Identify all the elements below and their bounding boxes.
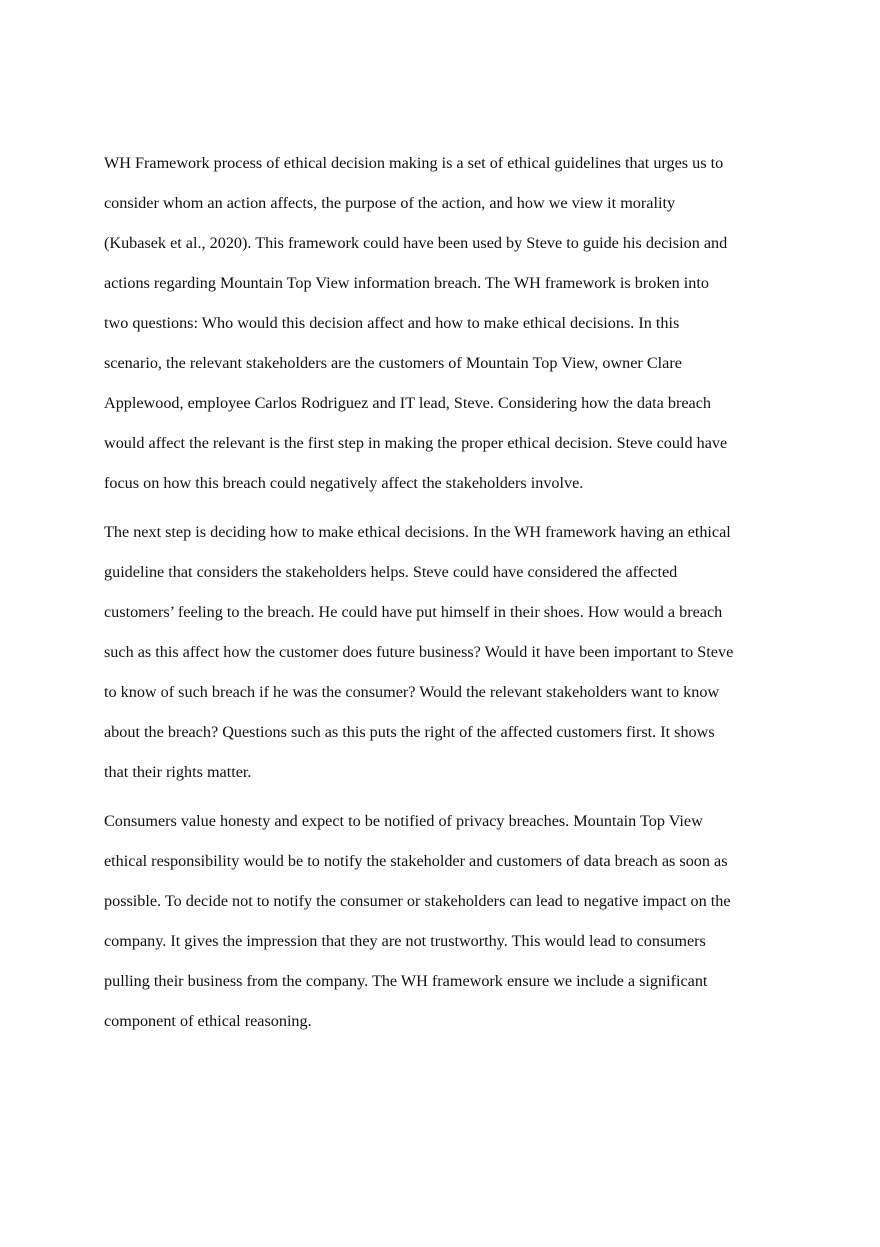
text-line: guideline that considers the stakeholders helps. Steve could have considered the affected (104, 563, 678, 581)
paragraph-spacer (104, 796, 784, 805)
text-line: that their rights matter. (104, 763, 252, 781)
paragraph-2 (104, 516, 784, 796)
text-line: scenario, the relevant stakeholders are the customers of Mountain Top View, owner Clare (104, 354, 682, 372)
text-line: would affect the relevant is the first step in making the proper ethical decision. Steve could have (104, 434, 728, 452)
paragraph-spacer (104, 507, 784, 516)
text-line: (Kubasek et al., 2020). This framework could have been used by Steve to guide his decision and (104, 234, 728, 252)
text-line: customers’ feeling to the breach. He could have put himself in their shoes. How would a breach (104, 603, 723, 621)
text-line: Applewood, employee Carlos Rodriguez and IT lead, Steve. Considering how the data breach (104, 394, 712, 412)
text-line: possible. To decide not to notify the consumer or stakeholders can lead to negative impact on the (104, 892, 731, 910)
paragraph-3 (104, 805, 784, 1045)
text-line: WH Framework process of ethical decision making is a set of ethical guidelines that urges us to (104, 154, 724, 172)
text-line: company. It gives the impression that they are not trustworthy. This would lead to consumers (104, 932, 706, 950)
text-line: pulling their business from the company. The WH framework ensure we include a significant (104, 972, 708, 990)
text-line: actions regarding Mountain Top View information breach. The WH framework is broken into (104, 274, 709, 292)
paragraph-1 (104, 147, 784, 507)
text-line: The next step is deciding how to make ethical decisions. In the WH framework having an ethical (104, 523, 731, 541)
text-line: about the breach? Questions such as this puts the right of the affected customers first. It shows (104, 723, 715, 741)
text-line: to know of such breach if he was the consumer? Would the relevant stakeholders want to know (104, 683, 720, 701)
text-line: component of ethical reasoning. (104, 1012, 312, 1030)
text-line: Consumers value honesty and expect to be notified of privacy breaches. Mountain Top View (104, 812, 703, 830)
text-line: ethical responsibility would be to notify the stakeholder and customers of data breach as soon as (104, 852, 728, 870)
document-body (104, 147, 784, 1045)
text-line: two questions: Who would this decision affect and how to make ethical decisions. In this (104, 314, 680, 332)
text-line: focus on how this breach could negatively affect the stakeholders involve. (104, 474, 584, 492)
text-line: such as this affect how the customer does future business? Would it have been important to Steve (104, 643, 734, 661)
text-line: consider whom an action affects, the purpose of the action, and how we view it morality (104, 194, 676, 212)
